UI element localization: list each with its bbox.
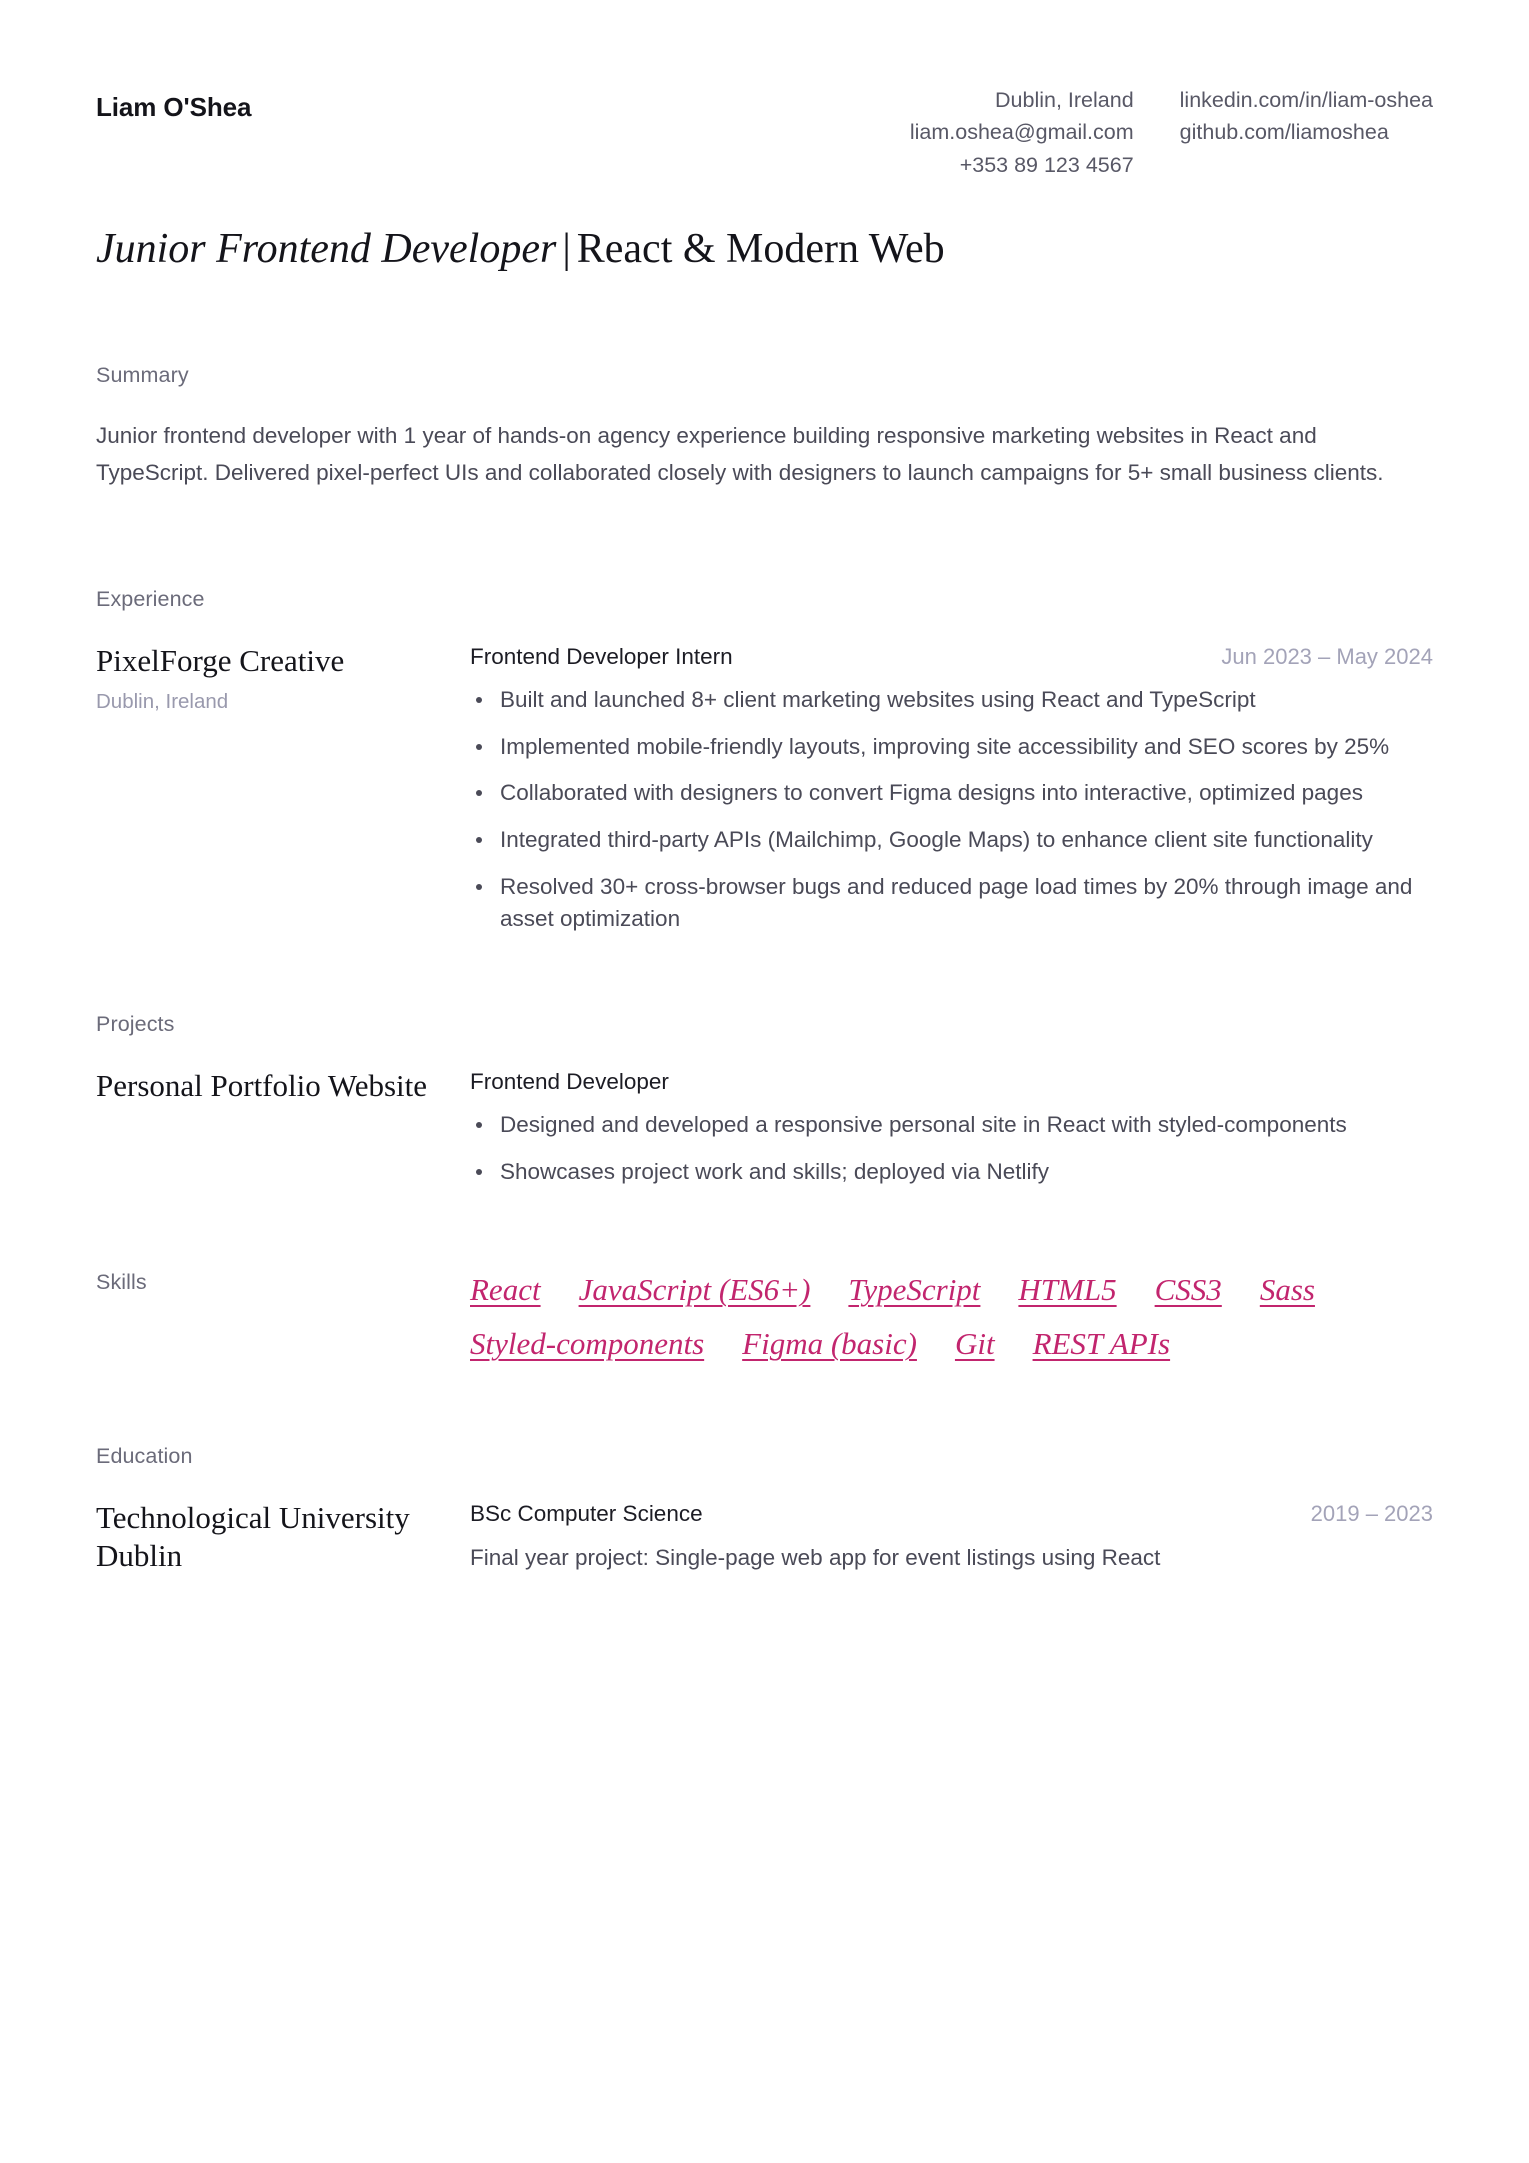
contact-linkedin[interactable]: linkedin.com/in/liam-oshea <box>1179 88 1433 112</box>
experience-role-row <box>470 644 1433 670</box>
list-item: Implemented mobile-friendly layouts, improving site accessibility and SEO scores by 25% <box>470 731 1433 764</box>
education-degree-row <box>470 1501 1433 1527</box>
list-item: Showcases project work and skills; deployed via Netlify <box>470 1156 1433 1189</box>
skill-tag: Styled-components <box>470 1326 705 1362</box>
section-label-education: Education <box>96 1444 193 1469</box>
project-bullet-list <box>470 1109 1433 1188</box>
project-name: Personal Portfolio Website <box>96 1067 428 1103</box>
list-item: Resolved 30+ cross-browser bugs and reduced page load times by 20% through image and asset optimization <box>470 871 1433 936</box>
skill-tag: HTML5 <box>1018 1272 1117 1308</box>
project-role-row <box>470 1069 1433 1095</box>
contact-block <box>910 78 1433 181</box>
experience-entry <box>96 642 1433 936</box>
experience-entry-right <box>470 642 1433 936</box>
education-entry-right <box>470 1499 1433 1575</box>
section-experience <box>96 587 1433 936</box>
project-entry-right <box>470 1067 1433 1188</box>
experience-role-title: Frontend Developer Intern <box>470 644 733 670</box>
skills-list <box>470 1270 1430 1362</box>
contact-github[interactable]: github.com/liamoshea <box>1179 120 1389 145</box>
contact-phone[interactable]: +353 89 123 4567 <box>959 152 1134 177</box>
education-entry <box>96 1499 1433 1583</box>
project-entry-left <box>96 1067 470 1113</box>
section-label-summary: Summary <box>96 363 189 388</box>
headline-focus: React & Modern Web <box>576 225 945 272</box>
skill-tag: TypeScript <box>848 1272 981 1308</box>
project-role-title: Frontend Developer <box>470 1068 669 1094</box>
contact-email[interactable]: liam.oshea@gmail.com <box>909 120 1134 145</box>
candidate-name: Liam O'Shea <box>96 92 252 122</box>
skill-tag: REST APIs <box>1032 1326 1171 1362</box>
list-item: Built and launched 8+ client marketing websites using React and TypeScript <box>470 684 1433 717</box>
education-detail: Final year project: Single-page web app for event listings using React <box>470 1545 1161 1571</box>
section-skills <box>96 1270 1433 1362</box>
project-entry <box>96 1067 1433 1188</box>
skill-tag: Git <box>954 1326 995 1362</box>
education-entry-left <box>96 1499 470 1583</box>
skill-tag: Figma (basic) <box>742 1326 917 1362</box>
contact-column-links <box>1180 84 1433 149</box>
list-item: Collaborated with designers to convert Figma designs into interactive, optimized pages <box>470 777 1433 810</box>
experience-dates: Jun 2023 – May 2024 <box>1221 644 1433 670</box>
section-label-projects: Projects <box>96 1011 175 1036</box>
skill-tag: React <box>470 1272 541 1308</box>
section-label-skills: Skills <box>96 1270 147 1295</box>
headline <box>96 223 1433 276</box>
skill-tag: CSS3 <box>1154 1272 1222 1308</box>
resume-header <box>96 78 1433 181</box>
experience-entry-left <box>96 642 470 717</box>
section-label-experience: Experience <box>96 587 205 612</box>
contact-column-primary <box>910 84 1134 181</box>
experience-company: PixelForge Creative <box>96 643 345 679</box>
headline-separator: | <box>562 225 571 272</box>
skill-tag: Sass <box>1259 1272 1315 1308</box>
section-education <box>96 1444 1433 1583</box>
summary-paragraph: Junior frontend developer with 1 year of hands-on agency experience building responsive marketing websites in React and TypeScript. Delivered pixel-perfect UIs and collaborated closely with designers to launch campaigns for 5+ small business clients. <box>96 423 1384 485</box>
education-dates: 2019 – 2023 <box>1310 1501 1433 1527</box>
contact-location: Dublin, Ireland <box>995 88 1134 112</box>
experience-location: Dublin, Ireland <box>96 689 229 713</box>
education-degree: BSc Computer Science <box>470 1501 703 1527</box>
section-summary <box>96 363 1433 491</box>
skill-tag: JavaScript (ES6+) <box>578 1272 811 1308</box>
education-institution: Technological University Dublin <box>96 1500 410 1573</box>
list-item: Designed and developed a responsive personal site in React with styled-components <box>470 1109 1433 1142</box>
list-item: Integrated third-party APIs (Mailchimp, Google Maps) to enhance client site functionality <box>470 824 1433 857</box>
skills-grid <box>96 1270 1433 1362</box>
experience-bullet-list <box>470 684 1433 936</box>
headline-role: Junior Frontend Developer <box>96 225 557 272</box>
section-projects <box>96 1012 1433 1188</box>
